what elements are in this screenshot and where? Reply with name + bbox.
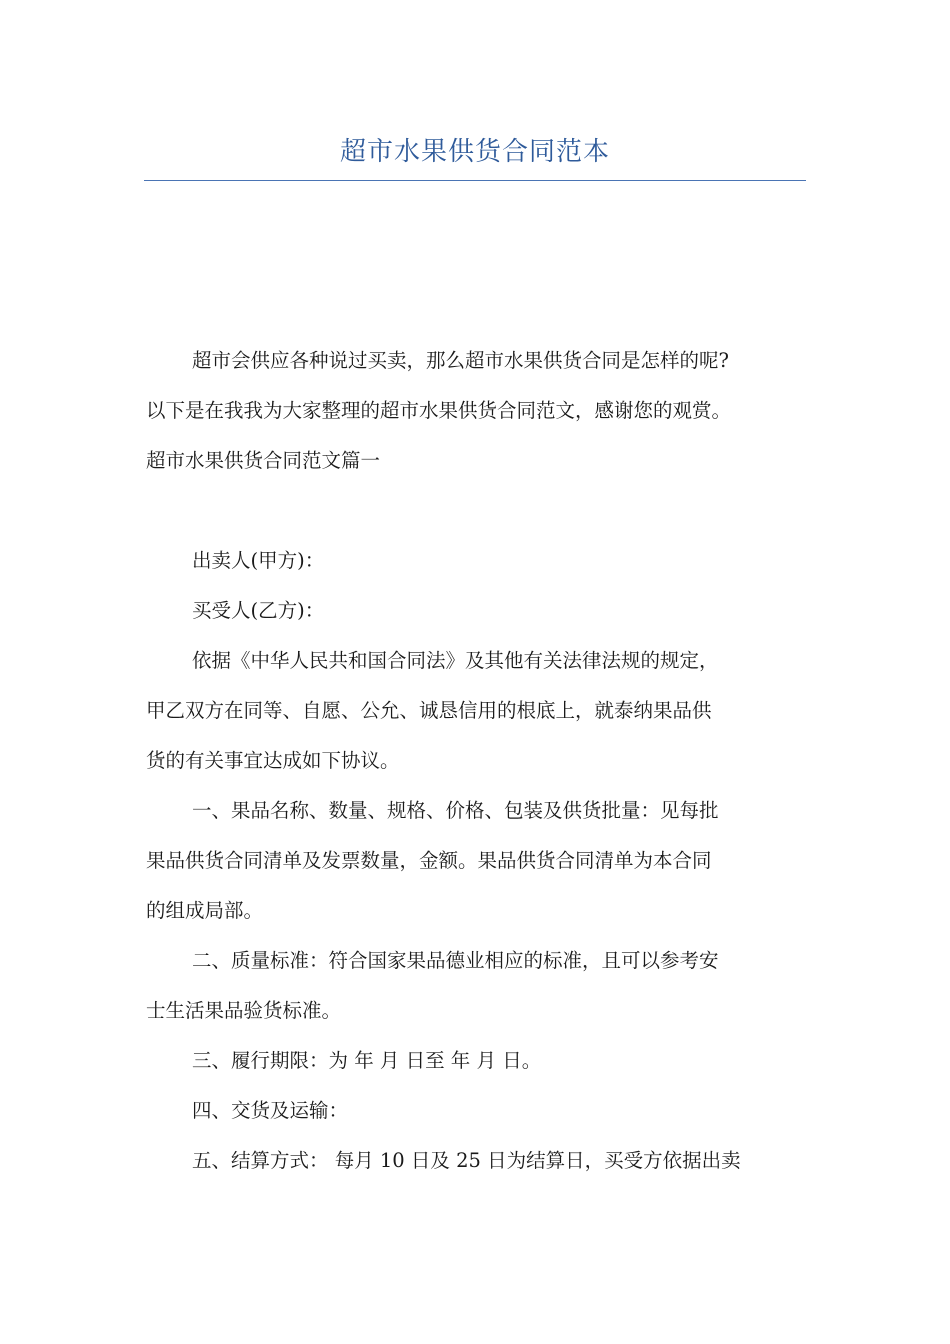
intro-line-1: 超市会供应各种说过买卖，那么超市水果供货合同是怎样的呢?: [192, 349, 729, 372]
title-underline: [144, 180, 806, 181]
preamble-line-1: 依据《中华人民共和国合同法》及其他有关法律法规的规定，: [192, 649, 719, 672]
clause-3-line: 三、履行期限：为 年 月 日至 年 月 日。: [192, 1049, 542, 1072]
clause-5-line: 五、结算方式： 每月 10 日及 25 日为结算日，买受方依据出卖: [192, 1149, 741, 1172]
clause-4-line: 四、交货及运输：: [192, 1099, 349, 1122]
preamble-line-2: 甲乙双方在同等、自愿、公允、诚恳信用的根底上，就泰纳果品供: [146, 699, 712, 722]
clause-1-line-1: 一、果品名称、数量、规格、价格、包装及供货批量：见每批: [192, 799, 719, 822]
intro-line-2: 以下是在我我为大家整理的超市水果供货合同范文，感谢您的观赏。: [146, 399, 732, 422]
section-heading: 超市水果供货合同范文篇一: [146, 449, 381, 472]
seller-line: 出卖人(甲方)：: [192, 549, 325, 572]
buyer-line: 买受人(乙方)：: [192, 599, 325, 622]
paragraph-gap: [146, 486, 808, 536]
clause-2-line-1: 二、质量标准：符合国家果品德业相应的标准，且可以参考安: [192, 949, 719, 972]
document-title: 超市水果供货合同范本: [339, 137, 610, 167]
clause-1-line-3: 的组成局部。: [146, 899, 264, 922]
clause-2-line-2: 士生活果品验货标准。: [146, 999, 342, 1022]
clause-1-line-2: 果品供货合同清单及发票数量，金额。果品供货合同清单为本合同: [146, 849, 712, 872]
document-body: [146, 336, 808, 1186]
preamble-line-3: 货的有关事宜达成如下协议。: [146, 749, 400, 772]
